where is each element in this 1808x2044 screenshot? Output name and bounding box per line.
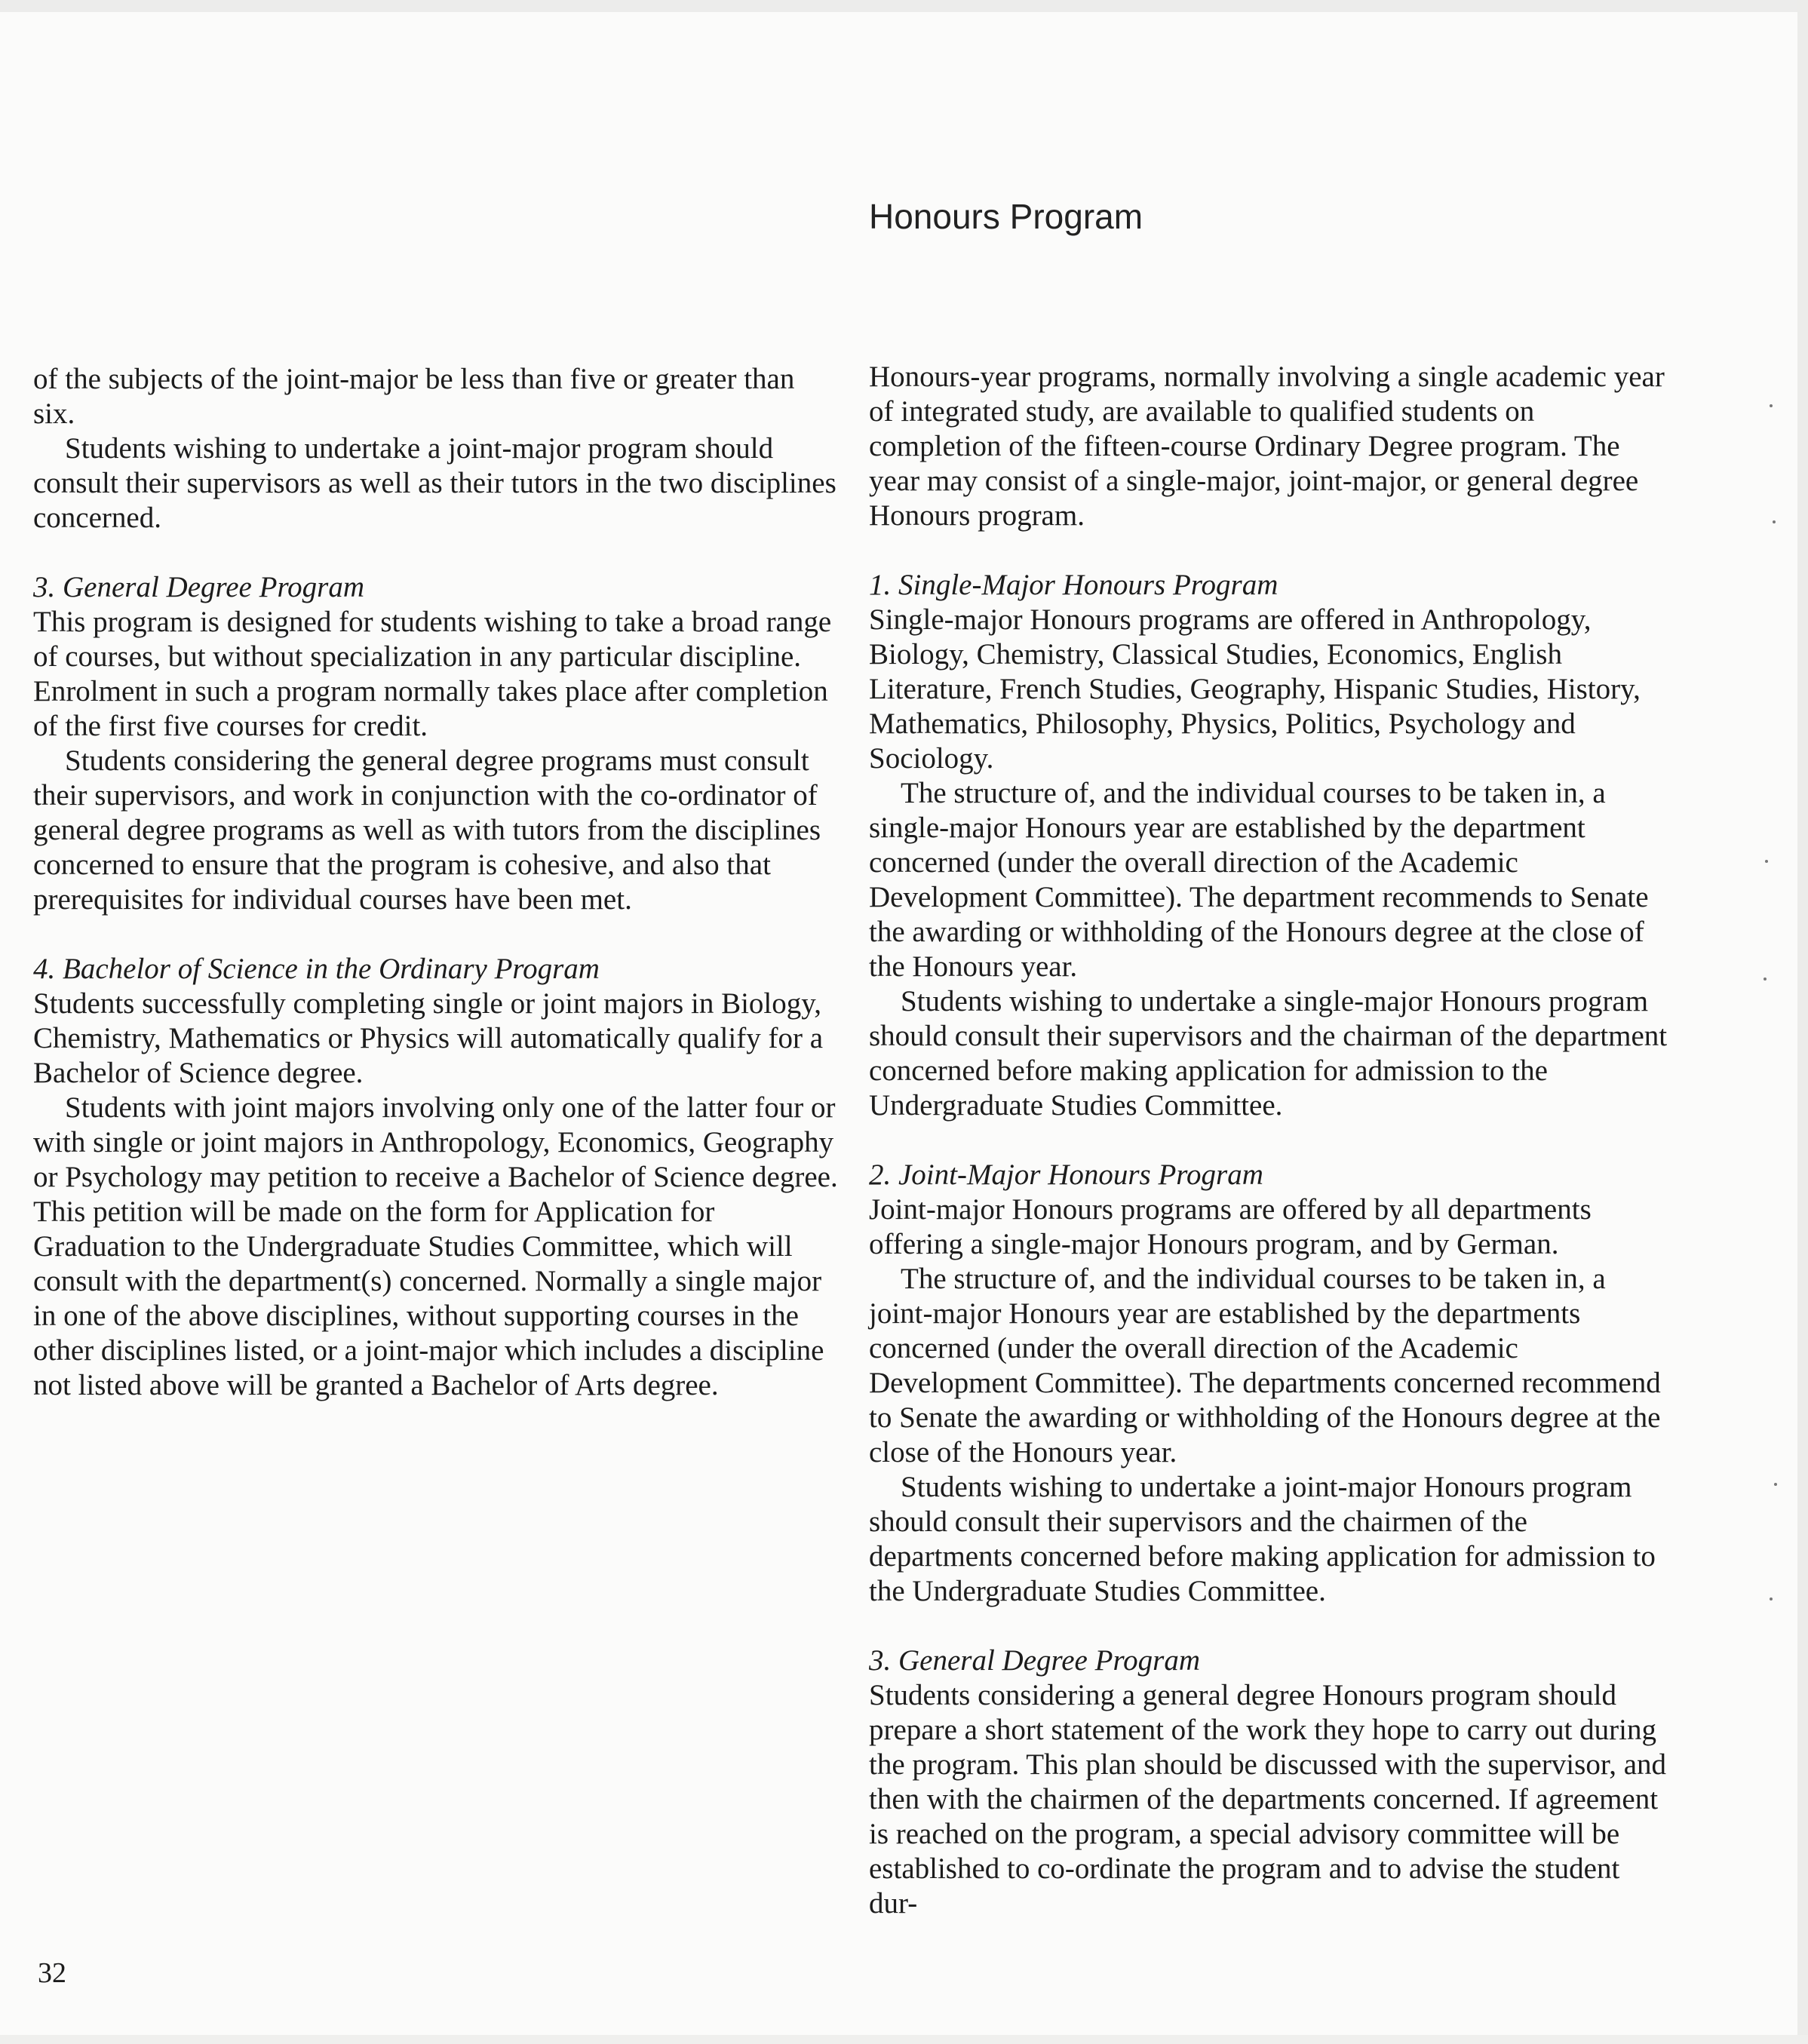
paragraph: Students successfully completing single or joint majors in Biology, Chemistry, Mathematics or Physics will automatically qualify for a Bachelor of Science degree. (33, 987, 824, 1089)
paragraph: Students wishing to undertake a joint-major Honours program should consult their supervisors and the chairmen of the departments concerned before making application for admission to the Undergraduate Studies Committee. (869, 1471, 1656, 1607)
paragraph: This program is designed for students wishing to take a broad range of courses, but without specialization in any particular discipline. Enrolment in such a program normally takes place after completion of the first five courses for credit. (33, 606, 832, 742)
scan-speck (1770, 1597, 1773, 1601)
section-heading: 1. Single-Major Honours Program (869, 569, 1278, 601)
left-column (33, 362, 840, 1403)
section-gap (869, 533, 1668, 568)
section-heading: 3. General Degree Program (33, 571, 365, 603)
section-heading: 3. General Degree Program (869, 1644, 1201, 1677)
scan-speck (1773, 520, 1776, 523)
section-heading: 2. Joint-Major Honours Program (869, 1159, 1263, 1191)
scan-speck (1770, 404, 1773, 407)
paragraph: Students wishing to undertake a joint-major program should consult their supervisors as well as their tutors in the two disciplines concerned. (33, 432, 836, 534)
page-number: 32 (38, 1957, 66, 1989)
paragraph: Single-major Honours programs are offered in Anthropology, Biology, Chemistry, Classical Studies, Economics, English Literature, French Studies, Geography, Hispanic Studies, History, Mathematics, Philosophy, Physics, Politics, Psychology and Sociology. (869, 603, 1641, 775)
paragraph: Joint-major Honours programs are offered by all departments offering a single-major Honours program, and by German. (869, 1193, 1592, 1260)
scan-speck (1763, 977, 1767, 981)
page-top-edge (0, 0, 1808, 12)
right-column (869, 360, 1668, 1921)
paragraph: Honours-year programs, normally involving a single academic year of integrated study, are available to qualified students on completion of the fifteen-course Ordinary Degree program. The year may consist of a single-major, joint-major, or general degree Honours program. (869, 361, 1665, 532)
paragraph: Students considering a general degree Honours program should prepare a short statement of the work they hope to carry out during the program. This plan should be discussed with the supervisor, and then with the chairmen of the departments concerned. If agreement is reached on the program, a special advisory committee will be established to co-ordinate the program and to advise the student dur- (869, 1679, 1667, 1920)
scan-speck (1774, 1483, 1777, 1486)
section-gap (33, 536, 840, 570)
section-heading: 4. Bachelor of Science in the Ordinary Program (33, 953, 600, 985)
paragraph: Students considering the general degree programs must consult their supervisors, and work in conjunction with the co-ordinator of general degree programs as well as with tutors from the disciplines concerned to ensure that the program is cohesive, and also that prerequisites for individual courses have been met. (33, 744, 821, 916)
page-right-edge (1797, 0, 1808, 2044)
paragraph: of the subjects of the joint-major be less than five or greater than six. (33, 363, 795, 430)
section-gap (869, 1123, 1668, 1158)
page-title: Honours Program (869, 197, 1143, 236)
page-bottom-edge (0, 2035, 1808, 2044)
paragraph: The structure of, and the individual courses to be taken in, a joint-major Honours year are established by the departments concerned (under the overall direction of the Academic Development Committee). The departments concerned recommend to Senate the awarding or withholding of the Honours degree at the close of the Honours year. (869, 1263, 1661, 1469)
section-gap (33, 917, 840, 952)
scan-speck (1765, 860, 1768, 863)
paragraph: The structure of, and the individual courses to be taken in, a single-major Honours year are established by the department concerned (under the overall direction of the Academic Development Committee). The department recommends to Senate the awarding or withholding of the Honours degree at the close of the Honours year. (869, 777, 1649, 983)
paragraph: Students with joint majors involving only one of the latter four or with single or joint majors in Anthropology, Economics, Geography or Psychology may petition to receive a Bachelor of Science degree. This petition will be made on the form for Application for Graduation to the Undergraduate Studies Committee, which will consult with the department(s) concerned. Normally a single major in one of the above disciplines, without supporting courses in the other disciplines listed, or a joint-major which includes a discipline not listed above will be granted a Bachelor of Arts degree. (33, 1091, 838, 1401)
section-gap (869, 1609, 1668, 1643)
paragraph: Students wishing to undertake a single-major Honours program should consult their supervisors and the chairman of the department concerned before making application for admission to the Undergraduate Studies Committee. (869, 985, 1668, 1122)
